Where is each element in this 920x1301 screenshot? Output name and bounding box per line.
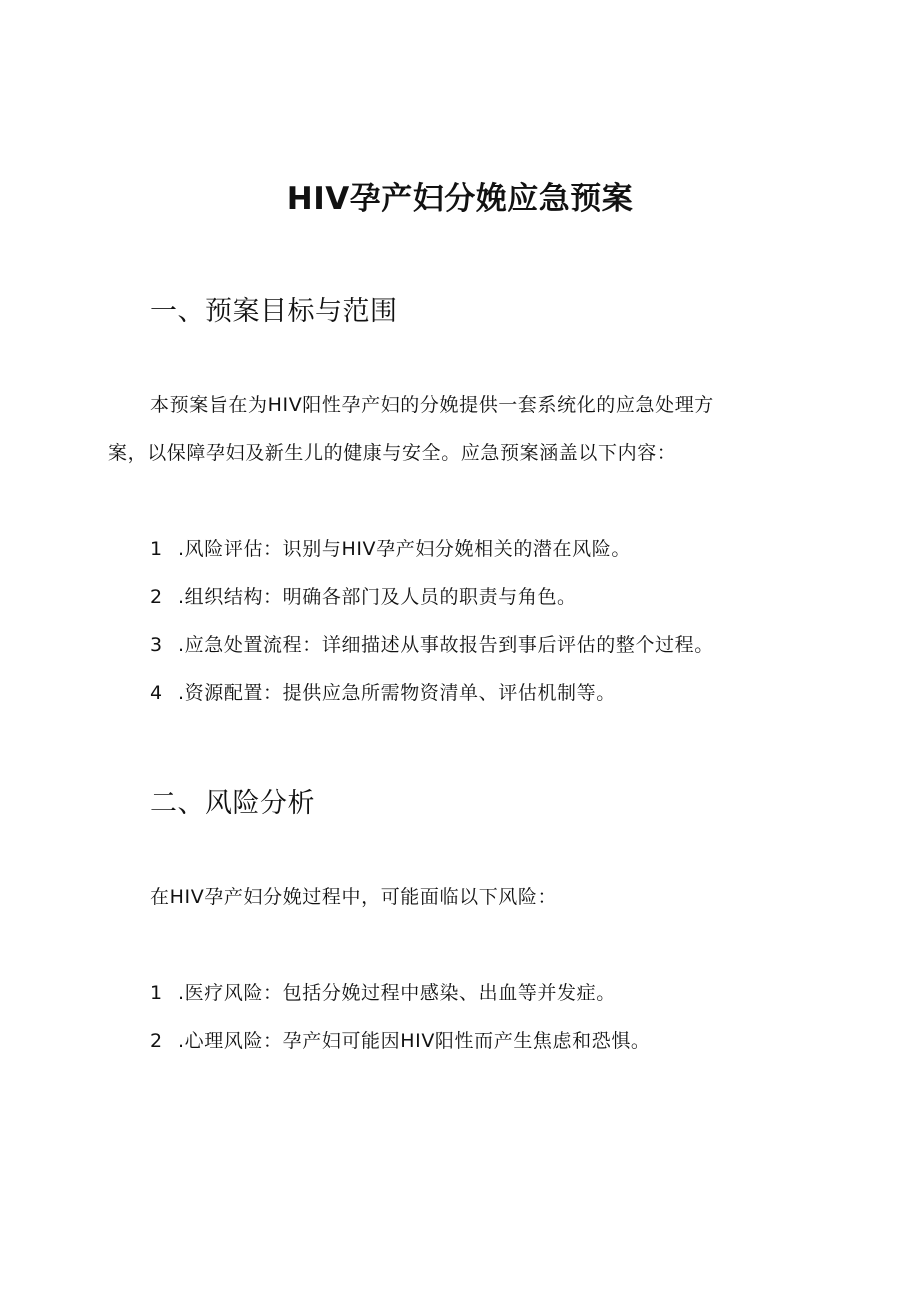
list-item-text: .风险评估：识别与HIV孕产妇分娩相关的潜在风险。 <box>178 538 631 560</box>
risk-intro-paragraph: 在HIV孕产妇分娩过程中，可能面临以下风险： <box>150 886 558 908</box>
list-item <box>150 1028 651 1054</box>
list-item <box>150 980 616 1006</box>
page-title: HIV孕产妇分娩应急预案 <box>286 181 634 217</box>
section-heading-goals: 一、预案目标与范围 <box>150 296 398 327</box>
section-heading-risk: 二、风险分析 <box>150 788 315 819</box>
list-item-number: 2 <box>150 1030 163 1052</box>
list-item-number: 1 <box>150 538 163 560</box>
list-item-text: .资源配置：提供应急所需物资清单、评估机制等。 <box>178 682 616 704</box>
list-item <box>150 632 714 658</box>
list-item-number: 4 <box>150 682 163 704</box>
list-item-text: .应急处置流程：详细描述从事故报告到事后评估的整个过程。 <box>178 634 714 656</box>
list-item-number: 2 <box>150 586 163 608</box>
list-item <box>150 584 577 610</box>
list-item-number: 1 <box>150 982 163 1004</box>
list-item-text: .医疗风险：包括分娩过程中感染、出血等并发症。 <box>178 982 616 1004</box>
list-item-text: .组织结构：明确各部门及人员的职责与角色。 <box>178 586 577 608</box>
list-item <box>150 680 616 706</box>
intro-paragraph-line-1: 本预案旨在为HIV阳性孕产妇的分娩提供一套系统化的应急处理方 <box>150 394 714 416</box>
list-item-number: 3 <box>150 634 163 656</box>
list-item-text: .心理风险：孕产妇可能因HIV阳性而产生焦虑和恐惧。 <box>178 1030 651 1052</box>
intro-paragraph-line-2: 案，以保障孕妇及新生儿的健康与安全。应急预案涵盖以下内容： <box>108 442 677 464</box>
list-item <box>150 536 631 562</box>
